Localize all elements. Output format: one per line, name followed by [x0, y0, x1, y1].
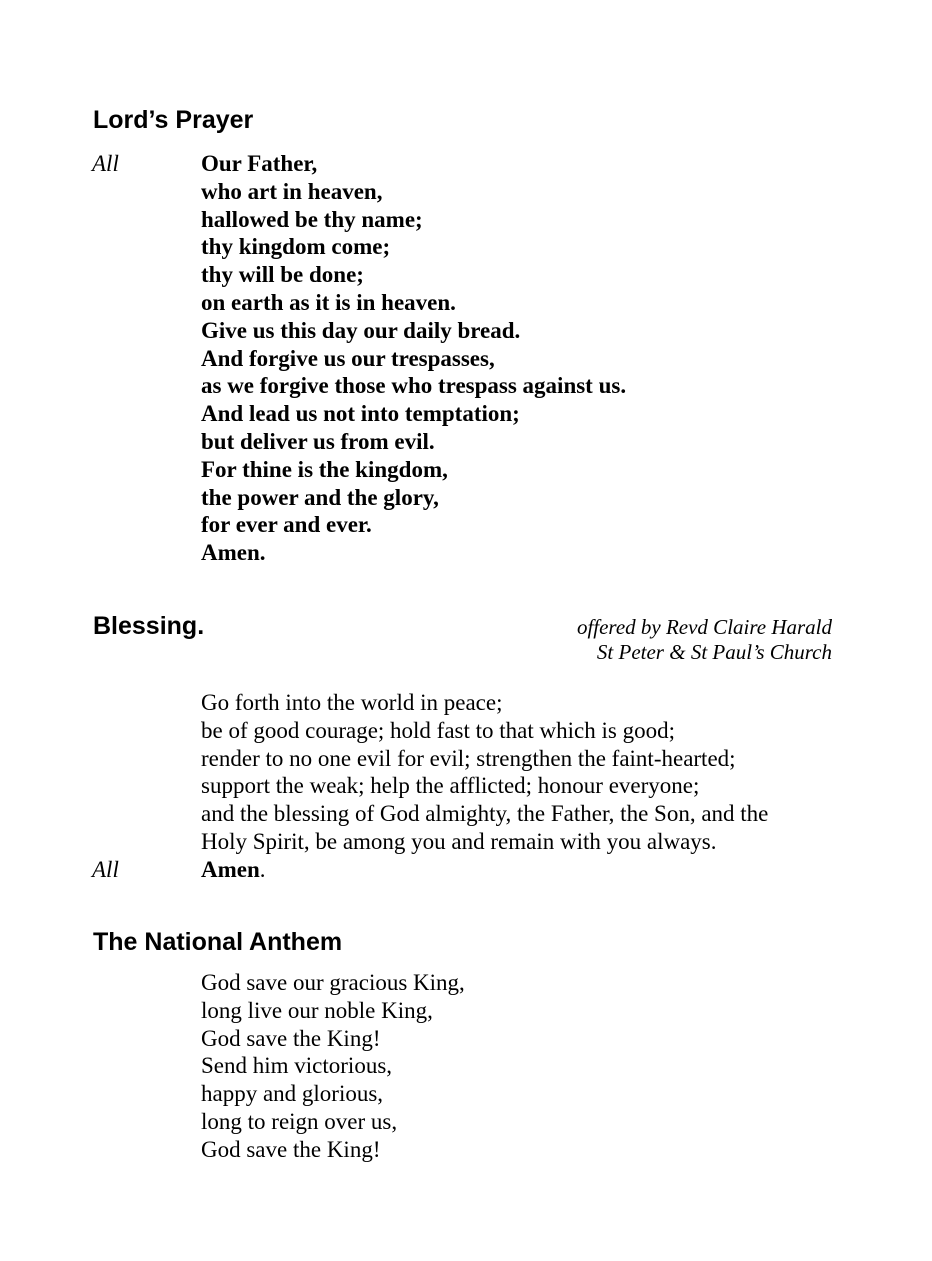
blessing-line: be of good courage; hold fast to that which is good;	[201, 717, 675, 743]
anthem-line: Send him victorious,	[201, 1053, 393, 1079]
blessing-line: Go forth into the world in peace;	[201, 690, 503, 715]
lords-prayer-speaker: All	[92, 151, 119, 176]
anthem-line: God save the King!	[201, 1136, 381, 1162]
prayer-line: Amen.	[201, 540, 266, 566]
lords-prayer-text	[201, 150, 626, 567]
blessing-amen: Amen	[201, 857, 260, 882]
blessing-heading: Blessing.	[93, 612, 205, 640]
prayer-line: thy will be done;	[201, 262, 364, 288]
prayer-line: thy kingdom come;	[201, 234, 391, 260]
blessing-amen-punct: .	[259, 857, 266, 882]
blessing-attribution	[577, 615, 832, 665]
blessing-response	[201, 856, 266, 884]
national-anthem-heading: The National Anthem	[93, 928, 343, 956]
prayer-line: on earth as it is in heaven.	[201, 289, 456, 315]
blessing-offered-by: offered by Revd Claire Harald	[576, 615, 832, 639]
blessing-text	[201, 689, 768, 856]
prayer-line: who art in heaven,	[201, 178, 383, 204]
national-anthem-text	[201, 969, 465, 1164]
prayer-line: Our Father,	[201, 151, 318, 176]
prayer-line: the power and the glory,	[201, 484, 439, 510]
anthem-line: long live our noble King,	[201, 997, 433, 1023]
anthem-line: God save our gracious King,	[201, 970, 465, 995]
anthem-line: long to reign over us,	[201, 1108, 398, 1134]
prayer-line: For thine is the kingdom,	[201, 456, 448, 482]
blessing-church: St Peter & St Paul’s Church	[596, 640, 832, 664]
anthem-line: happy and glorious,	[201, 1081, 384, 1107]
prayer-line: And lead us not into temptation;	[201, 401, 520, 427]
lords-prayer-heading: Lord’s Prayer	[93, 106, 254, 134]
prayer-line: but deliver us from evil.	[201, 428, 435, 454]
prayer-line: as we forgive those who trespass against us.	[201, 373, 627, 399]
blessing-line: support the weak; help the afflicted; honour everyone;	[201, 773, 700, 799]
prayer-line: for ever and ever.	[201, 512, 372, 538]
prayer-line: And forgive us our trespasses,	[201, 345, 495, 371]
anthem-line: God save the King!	[201, 1025, 381, 1051]
blessing-line: and the blessing of God almighty, the Father, the Son, and the	[201, 801, 769, 827]
prayer-line: Give us this day our daily bread.	[201, 317, 521, 343]
blessing-line: Holy Spirit, be among you and remain with you always.	[201, 828, 717, 854]
prayer-line: hallowed be thy name;	[201, 206, 423, 232]
blessing-response-speaker: All	[92, 857, 119, 882]
blessing-line: render to no one evil for evil; strengthen the faint-hearted;	[201, 745, 736, 771]
